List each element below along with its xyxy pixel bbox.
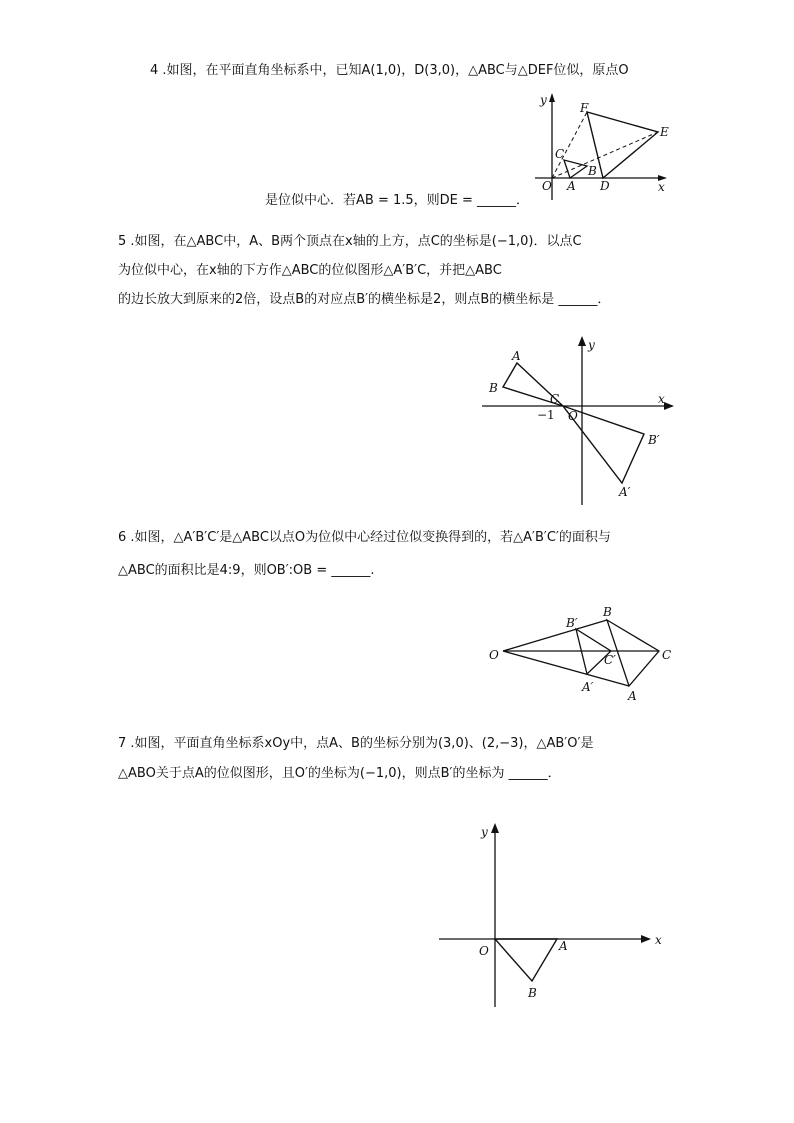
q5-C-label: C	[550, 392, 560, 406]
q4-figure	[530, 90, 680, 210]
q5-text-line1: 5 .如图，在△ABC中，A、B两个顶点在x轴的上方，点C的坐标是(−1,0)．以点C	[118, 234, 582, 249]
q5-text-line2: 为位似中心，在x轴的下方作△ABC的位似图形△A′B′C，并把△ABC	[118, 263, 502, 278]
q6-C1-label: C′	[604, 653, 616, 667]
q4-F-label: F	[580, 101, 589, 115]
q5-neg1-label: −1	[537, 408, 555, 422]
q6-A1-label: A′	[582, 680, 594, 694]
q4-text-line1: 4 .如图，在平面直角坐标系中，已知A(1,0)，D(3,0)，△ABC与△DEF位似，原点O	[150, 63, 629, 78]
q4-E-label: E	[660, 125, 669, 139]
q7-text-line2: △ABO关于点A的位似图形，且O′的坐标为(−1,0)，则点B′的坐标为 ______．	[118, 766, 561, 781]
q6-A-label: A	[628, 689, 637, 703]
q6-text-line1: 6 .如图，△A′B′C′是△ABC以点O为位似中心经过位似变换得到的，若△A′B′C′的面积与	[118, 530, 611, 545]
q7-figure	[435, 820, 675, 1010]
q7-A-label: A	[559, 939, 568, 953]
q5-figure	[475, 333, 685, 508]
q7-text-line1: 7 .如图，平面直角坐标系xOy中，点A、B的坐标分别为(3,0)、(2,−3)，△AB′O′是	[118, 736, 594, 751]
q5-y-label: y	[588, 338, 595, 352]
q6-B-label: B	[603, 605, 612, 619]
q5-text-line3: 的边长放大到原来的2倍，设点B的对应点B′的横坐标是2，则点B的横坐标是 ______．	[118, 292, 611, 307]
q6-C-label: C	[662, 648, 672, 662]
q7-O-label: O	[479, 944, 489, 958]
q4-A-label: A	[567, 179, 576, 193]
q7-y-label: y	[481, 825, 488, 839]
q4-C-label: C	[555, 147, 565, 161]
q5-O-label: O	[568, 409, 578, 423]
q6-text-line2: △ABC的面积比是4:9，则OB′:OB = ______.	[118, 563, 375, 578]
q4-y-label: y	[540, 93, 547, 107]
q5-B1-label: B′	[648, 433, 660, 447]
q7-x-label: x	[655, 933, 662, 947]
q6-figure	[485, 603, 685, 703]
q5-B-label: B	[489, 381, 498, 395]
q6-O-label: O	[489, 648, 499, 662]
q4-O-label: O	[542, 179, 552, 193]
q5-x-label: x	[658, 392, 665, 406]
q5-A-label: A	[512, 349, 521, 363]
q4-text-line2: 是位似中心．若AB = 1.5，则DE = ______．	[265, 193, 530, 208]
q6-B1-label: B′	[566, 616, 578, 630]
q4-x-label: x	[658, 180, 665, 194]
q7-B-label: B	[528, 986, 537, 1000]
q4-B-label: B	[588, 164, 597, 178]
q5-A1-label: A′	[619, 485, 631, 499]
q4-D-label: D	[600, 179, 610, 193]
